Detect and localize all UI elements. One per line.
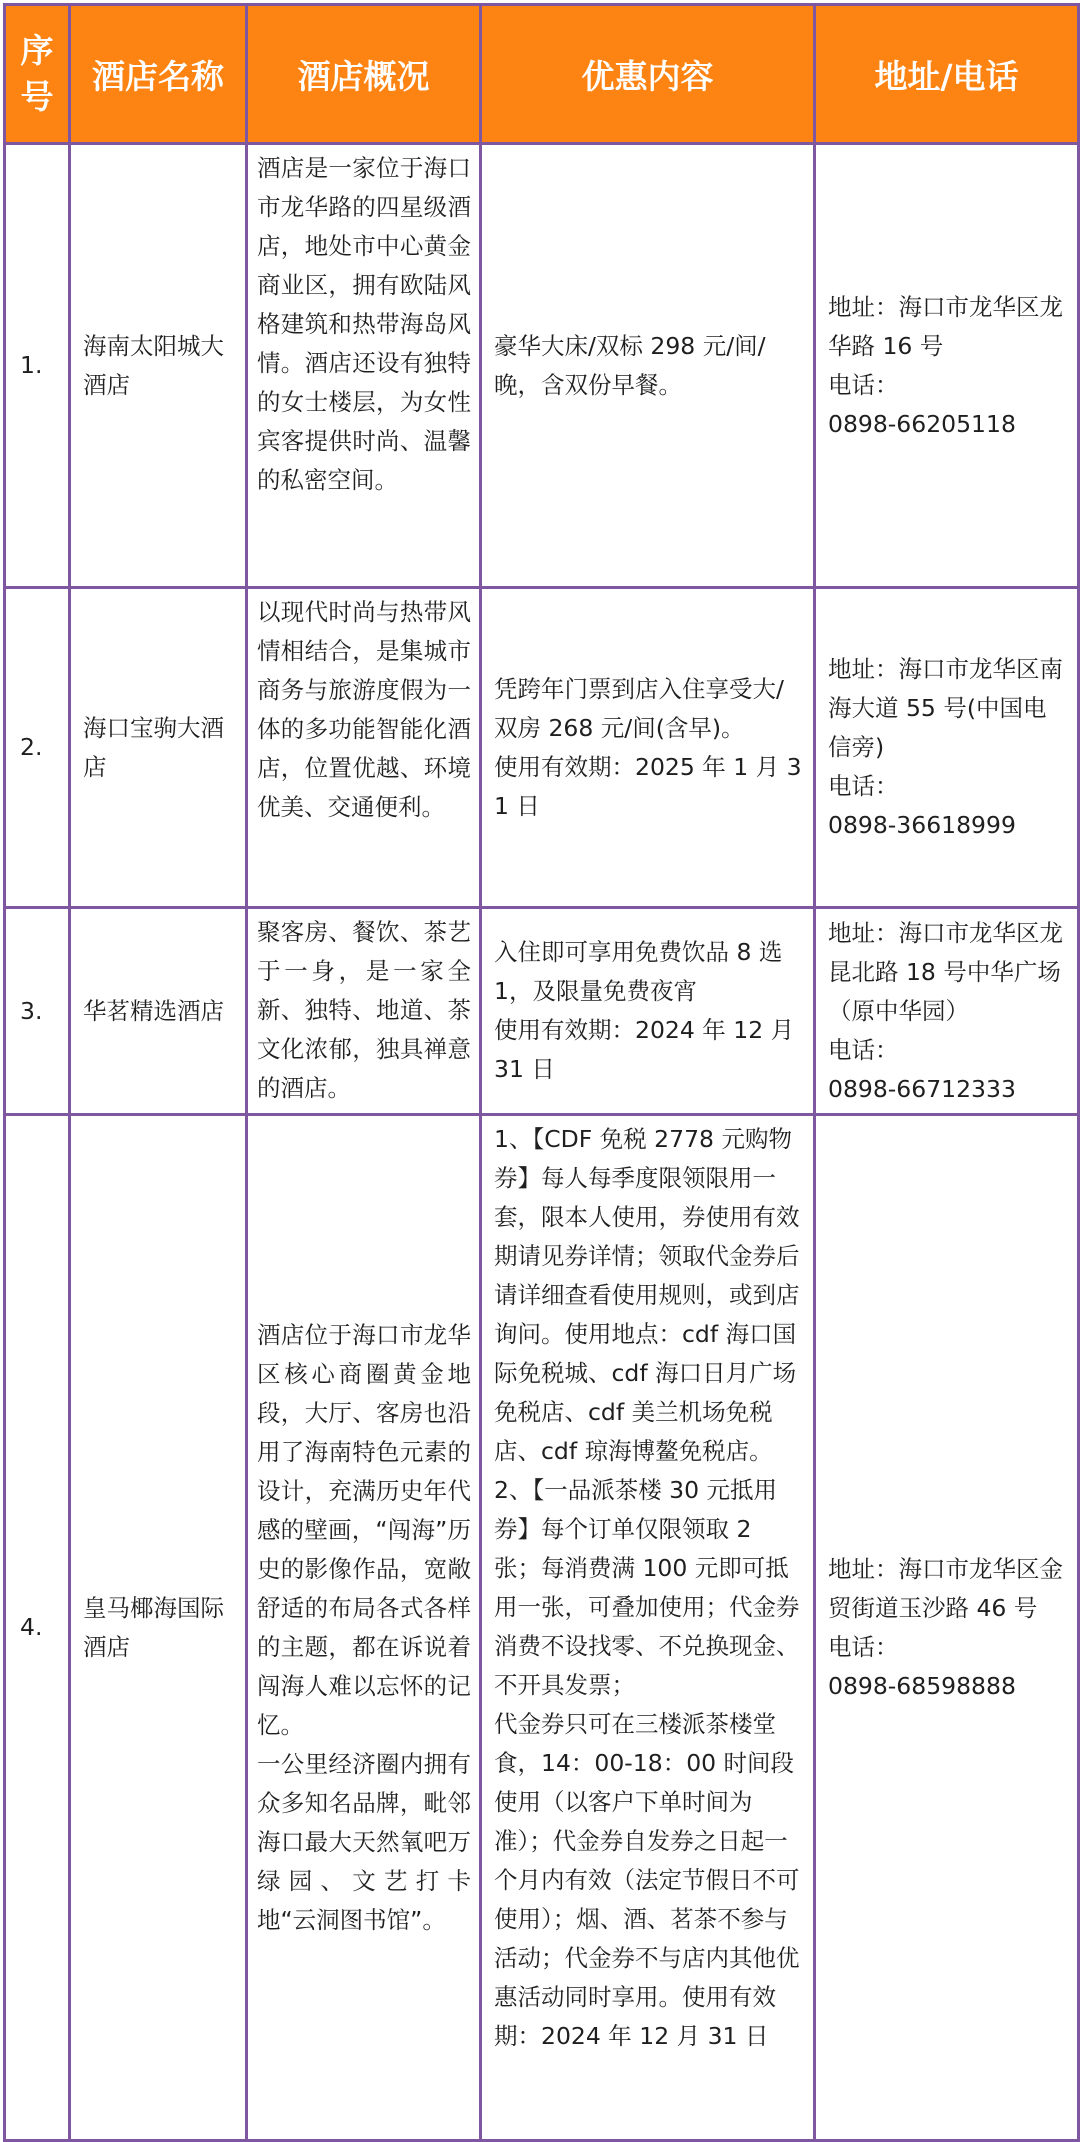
offer-content: 1、【CDF 免税 2778 元购物券】每人每季度限领限用一套，限本人使用，券使用有效期请见券详情；领取代金券后请详细查看使用规则，或到店询问。使用地点：cdf 海口国际免税城、cdf 海口日月广场免税店、cdf 美兰机场免税店、cdf 琼海博鳌免税店。 2、【一品派茶楼 30 元抵用券】每个订单仅限领取 2 张；每消费满 100 元即可抵用一张，可叠加使用；代金券消费不设找零、不兑换现金、不开具发票； 代金券只可在三楼派茶楼堂食，14：00-18：00 时间段使用（以客户下单时间为准）；代金券自发券之日起一个月内有效（法定节假日不可使用）；烟、酒、茗茶不参与活动；代金券不与店内其他优惠活动同时享用。使用有效期：2024 年 12 月 31 日	[481, 1115, 815, 2141]
row-number: 4.	[5, 1115, 70, 2141]
header-number: 序 号	[5, 5, 70, 144]
header-hotel-overview: 酒店概况	[247, 5, 481, 144]
address-phone: 地址：海口市龙华区龙昆北路 18 号中华广场（原中华园） 电话： 0898-66712333	[815, 908, 1079, 1115]
address-phone: 地址：海口市龙华区南海大道 55 号(中国电信旁) 电话： 0898-36618999	[815, 588, 1079, 908]
table-row	[5, 588, 1079, 908]
table-row	[5, 1115, 1079, 2141]
hotel-overview: 聚客房、餐饮、茶艺于一身，是一家全新、独特、地道、茶文化浓郁，独具禅意的酒店。	[247, 908, 481, 1115]
header-offer-content: 优惠内容	[481, 5, 815, 144]
header-row	[5, 5, 1079, 144]
row-number: 3.	[5, 908, 70, 1115]
hotel-overview: 酒店位于海口市龙华区核心商圈黄金地段，大厅、客房也沿用了海南特色元素的设计，充满历史年代感的壁画，“闯海”历史的影像作品，宽敞舒适的布局各式各样的主题，都在诉说着闯海人难以忘怀的记忆。 一公里经济圈内拥有众多知名品牌，毗邻海口最大天然氧吧万绿园、文艺打卡地“云洞图书馆”。	[247, 1115, 481, 2141]
hotel-name: 皇马椰海国际酒店	[70, 1115, 247, 2141]
hotel-overview: 以现代时尚与热带风情相结合，是集城市商务与旅游度假为一体的多功能智能化酒店，位置优越、环境优美、交通便利。	[247, 588, 481, 908]
offer-content: 凭跨年门票到店入住享受大/双房 268 元/间(含早)。 使用有效期：2025 年 1 月 31 日	[481, 588, 815, 908]
hotel-name: 海南太阳城大酒店	[70, 144, 247, 588]
row-number: 1.	[5, 144, 70, 588]
address-phone: 地址：海口市龙华区金贸街道玉沙路 46 号 电话： 0898-68598888	[815, 1115, 1079, 2141]
table-row	[5, 908, 1079, 1115]
hotel-name: 华茗精选酒店	[70, 908, 247, 1115]
hotel-offers-table	[3, 3, 1080, 2142]
table-row	[5, 144, 1079, 588]
address-phone: 地址：海口市龙华区龙华路 16 号 电话： 0898-66205118	[815, 144, 1079, 588]
header-address-phone: 地址/电话	[815, 5, 1079, 144]
hotel-name: 海口宝驹大酒店	[70, 588, 247, 908]
offer-content: 豪华大床/双标 298 元/间/晚，含双份早餐。	[481, 144, 815, 588]
hotel-overview: 酒店是一家位于海口市龙华路的四星级酒店，地处市中心黄金商业区，拥有欧陆风格建筑和热带海岛风情。酒店还设有独特的女士楼层，为女性宾客提供时尚、温馨的私密空间。	[247, 144, 481, 588]
row-number: 2.	[5, 588, 70, 908]
header-hotel-name: 酒店名称	[70, 5, 247, 144]
offer-content: 入住即可享用免费饮品 8 选 1，及限量免费夜宵 使用有效期：2024 年 12 月 31 日	[481, 908, 815, 1115]
